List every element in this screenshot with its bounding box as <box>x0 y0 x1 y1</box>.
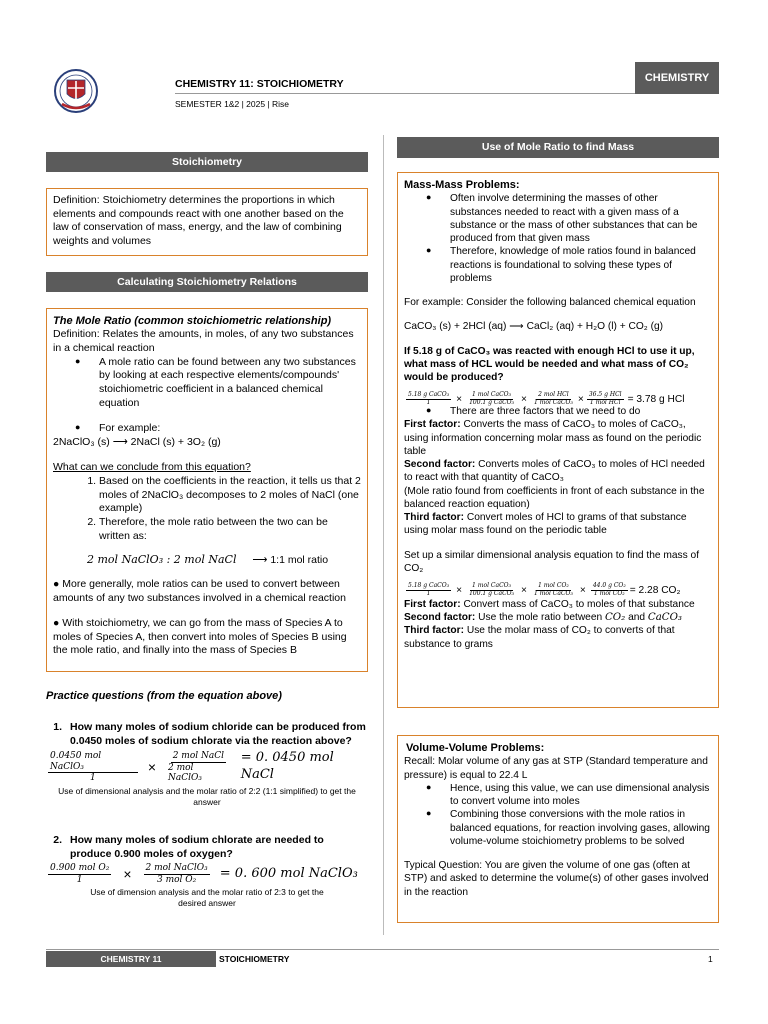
example-intro: For example: Consider the following balanced chemical equation <box>404 297 696 309</box>
fraction-numerator: 2 mol HCl <box>538 391 569 399</box>
practice-title: Practice questions (from the equation above) <box>46 690 282 702</box>
q2-equation: $\frac{\text{0.900 mol O₂}}{1}$ × $\frac{\text{2 mol NaClO₃}}{\text{3 mol O₂}}$ = 0. 600 mol NaClO₃ <box>50 863 358 885</box>
definition-box <box>46 188 368 256</box>
mass-mass-box <box>397 172 719 708</box>
ratio-expression: 2 mol NaClO₃ : 2 mol NaCl <box>87 553 237 567</box>
fraction-numerator: 36.5 g HCl <box>588 391 622 399</box>
factor-1: First factor: Converts the mass of CaCO₃ to moles of CaCO₃, using information concerning molar mass as found on the periodic table <box>404 419 702 457</box>
header-rule <box>175 93 635 94</box>
q2-result: = 0. 600 mol NaClO₃ <box>219 865 358 881</box>
fraction-numerator: 1 mol CaCO₃ <box>472 582 511 590</box>
page-subtitle: SEMESTER 1&2 | 2025 | Rise <box>175 99 290 109</box>
fraction-numerator: 1 mol CO₂ <box>538 582 569 590</box>
q1-equation: $\frac{\text{0.0450 mol NaClO₃}}{1}$ × $\frac{\text{2 mol NaCl}}{\text{2 mol NaClO₃}}$ = 0. 0450 mol NaCl <box>46 750 368 784</box>
q1-result: = 0. 0450 mol NaCl <box>240 750 334 783</box>
q2-note: Use of dimension analysis and the molar ratio of 2:3 to get the desired answer <box>90 886 324 909</box>
list-item: ● Often involve determining the masses of other substances needed to react with a given mass of a substance or the mass of other substances that can be produced from that given mass <box>450 192 712 245</box>
school-logo <box>50 68 102 114</box>
vv-typical: Typical Question: You are given the volume of one gas (often at STP) and asked to determine the volume(s) of other gases involved in the reaction <box>404 860 709 898</box>
ratio-line <box>53 553 361 568</box>
fraction-denominator: 1 <box>76 874 83 885</box>
general-note-2: ● With stoichiometry, we can go from the mass of Species A to moles of Species A, then convert into moles of Species B using the mole ratio, and finally into the mass of Species B <box>53 617 347 657</box>
section-bar-calculating: Calculating Stoichiometry Relations <box>46 272 368 292</box>
list-item: ● Therefore, knowledge of mole ratios found in balanced reactions is foundational to solving these types of problems <box>450 245 712 285</box>
list-item: ● Hence, using this value, we can use dimensional analysis to convert volume into moles <box>450 782 712 809</box>
section-bar-stoichiometry: Stoichiometry <box>46 152 368 172</box>
ratio-result: ⟶ 1:1 mol ratio <box>252 554 329 567</box>
footer-topic: STOICHIOMETRY <box>219 954 290 964</box>
fraction-numerator: 2 mol NaCl <box>172 751 224 762</box>
hcl-equation: $\frac{\text{5.18 g CaCO₃}}{1}$ × $\frac{\text{1 mol CaCO₃}}{\text{100.1 g CaCO₃}}$ × $\frac{\text{2 mol HCl}}{\text{1 mol CaCO₃}}$ × $\frac{\text{36.5 g HCl}}{\text{1 mol HCl}}$ = 3.78 g HCl <box>408 391 685 407</box>
fraction-denominator: 1 mol CaCO₃ <box>533 589 573 597</box>
fraction-numerator: 5.18 g CaCO₃ <box>408 391 450 399</box>
list-item: ● For example: <box>99 422 361 436</box>
fraction-denominator: 1 <box>90 772 96 783</box>
q1-note: Use of dimensional analysis and the molar ratio of 2:2 (1:1 simplified) to get the answer <box>58 786 356 808</box>
mole-ratio-definition: Definition: Relates the amounts, in moles, of any two substances in a chemical reaction <box>53 328 354 354</box>
list-item: 1. Based on the coefficients in the reaction, it tells us that 2 moles of 2NaClO₃ decomposes to 2 moles of NaCl (one example) <box>99 475 361 516</box>
column-divider <box>383 135 384 935</box>
conclude-heading: What can we conclude from this equation? <box>53 461 251 474</box>
fraction-denominator: 2 mol NaClO₃ <box>168 762 203 783</box>
list-item: 2. Therefore, the mole ratio between the two can be written as: <box>99 516 361 543</box>
list-item: ● There are three factors that we need to do <box>450 405 712 418</box>
section-bar-mass: Use of Mole Ratio to find Mass <box>397 137 719 158</box>
co2-result: = 2.28 CO₂ <box>629 584 681 596</box>
list-item: ● Combining those conversions with the mole ratios in balanced equations, for reaction involving gases, allowing volume-volume stoichiometry problems to be solved <box>450 808 712 848</box>
fraction-numerator: 0.0450 mol NaClO₃ <box>48 751 138 773</box>
volume-volume-title: Volume-Volume Problems: <box>406 742 545 754</box>
footer-rule <box>46 949 719 950</box>
fraction-numerator: 5.18 g CaCO₃ <box>408 582 450 590</box>
caco3-equation: CaCO₃ (s) + 2HCl (aq) ⟶ CaCl₂ (aq) + H₂O (l) + CO₂ (g) <box>404 321 664 333</box>
mole-ratio-title: The Mole Ratio (common stoichiometric relationship) <box>53 315 332 327</box>
example-equation: 2NaClO₃ (s) ⟶ 2NaCl (s) + 3O₂ (g) <box>53 435 221 448</box>
mole-ratio-box <box>46 308 368 672</box>
fraction-denominator: 1 mol HCl <box>589 399 621 407</box>
mass-question: If 5.18 g of CaCO₃ was reacted with enough HCl to use it up, what mass of HCL would be needed and what mass of CO₂ would be produced? <box>404 345 695 384</box>
footer-subject: CHEMISTRY 11 <box>46 951 216 967</box>
g-factor-2: Second factor: Use the mole ratio between CO₂ and CaCO₃ <box>404 612 683 624</box>
fraction-denominator: 1 <box>426 399 431 407</box>
definition-text: Definition: Stoichiometry determines the proportions in which elements and compounds react with one another based on the law of conservation of mass, energy, and the law of combining weights and volumes <box>53 194 344 247</box>
fraction-numerator: 0.900 mol O₂ <box>50 863 110 874</box>
factor-2: Second factor: Converts moles of CaCO₃ to moles of HCl needed to react with that quantity of CaCO₃ <box>404 459 705 484</box>
question-2 <box>46 834 368 909</box>
mass-mass-title: Mass-Mass Problems: <box>404 179 520 191</box>
question-text: How many moles of sodium chlorate are needed to produce 0.900 moles of oxygen? <box>70 834 324 860</box>
fraction-numerator: 44.0 g CO₂ <box>592 582 626 590</box>
hcl-result: = 3.78 g HCl <box>627 394 685 406</box>
volume-volume-box <box>397 735 719 923</box>
fraction-denominator: 1 <box>426 589 431 597</box>
subject-badge: CHEMISTRY <box>635 62 719 94</box>
fraction-denominator: 100.1 g CaCO₃ <box>469 399 514 407</box>
fraction-numerator: 1 mol CaCO₃ <box>472 391 511 399</box>
list-item: ● A mole ratio can be found between any two substances by looking at each respective elements/compounds' stoichiometric coefficient in a balanced chemical equation <box>99 356 361 411</box>
question-number: 1. <box>53 721 62 733</box>
factor-2-note: (Mole ratio found from coefficients in front of each substance in the balanced reaction equation) <box>404 485 705 510</box>
page-number: 1 <box>708 954 713 964</box>
vv-recall: Recall: Molar volume of any gas at STP (Standard temperature and pressure) is equal to 22.4 L <box>404 756 708 781</box>
fraction-denominator: 100.1 g CaCO₃ <box>469 589 514 597</box>
fraction-denominator: 3 mol O₂ <box>157 874 197 885</box>
fraction-denominator: 1 mol CO₂ <box>593 589 625 597</box>
question-1 <box>46 721 368 808</box>
fraction-denominator: 1 mol CaCO₃ <box>533 399 573 407</box>
question-number: 2. <box>53 834 62 846</box>
setup-text: Set up a similar dimensional analysis equation to find the mass of CO₂ <box>404 549 700 574</box>
fraction-numerator: 2 mol NaClO₃ <box>145 863 208 874</box>
general-note-1: ● More generally, mole ratios can be used to convert between amounts of any two substances involved in a chemical reaction <box>53 577 346 604</box>
g-factor-3: Third factor: Use the molar mass of CO₂ to converts of that substance to grams <box>404 625 675 650</box>
g-factor-1: First factor: Convert mass of CaCO₃ to moles of that substance <box>404 598 695 610</box>
question-text: How many moles of sodium chloride can be produced from 0.0450 moles of sodium chlorate via the reaction above? <box>70 721 366 747</box>
factor-3: Third factor: Convert moles of HCl to grams of that substance using molar mass found on the periodic table <box>404 512 687 537</box>
co2-equation: $\frac{\text{5.18 g CaCO₃}}{1}$ × $\frac{\text{1 mol CaCO₃}}{\text{100.1 g CaCO₃}}$ × $\frac{\text{1 mol CO₂}}{\text{1 mol CaCO₃}}$ × $\frac{\text{44.0 g CO₂}}{\text{1 mol CO₂}}$ = 2.28 CO₂ <box>408 582 681 597</box>
page-title: CHEMISTRY 11: STOICHIOMETRY <box>175 78 344 90</box>
